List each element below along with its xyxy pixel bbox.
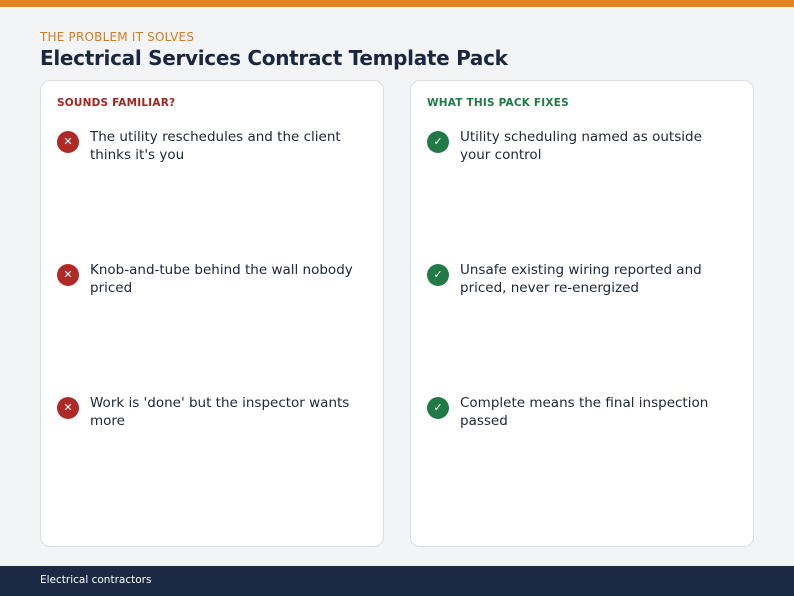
problems-heading: SOUNDS FAMILIAR? — [57, 97, 176, 109]
problems-card — [40, 80, 384, 547]
x-icon: ✕ — [57, 264, 79, 286]
fix-text: Unsafe existing wiring reported and priced, never re-energized — [460, 262, 702, 296]
fixes-heading: WHAT THIS PACK FIXES — [427, 97, 569, 109]
problem-text: The utility reschedules and the client thinks it's you — [90, 129, 341, 163]
footer-text: Electrical contractors — [40, 574, 152, 586]
top-accent-bar — [0, 0, 794, 7]
section-eyebrow: THE PROBLEM IT SOLVES — [40, 30, 195, 44]
problem-text: Work is 'done' but the inspector wants more — [90, 395, 350, 429]
checkmark-icon: ✓ — [427, 264, 449, 286]
x-icon: ✕ — [57, 131, 79, 153]
checkmark-icon: ✓ — [427, 397, 449, 419]
fix-text: Complete means the final inspection passed — [460, 395, 709, 429]
x-icon: ✕ — [57, 397, 79, 419]
fixes-card — [410, 80, 754, 547]
footer-bar — [0, 566, 794, 596]
checkmark-icon: ✓ — [427, 131, 449, 153]
problem-text: Knob-and-tube behind the wall nobody priced — [90, 262, 353, 296]
page-title: Electrical Services Contract Template Pack — [40, 46, 508, 70]
fix-text: Utility scheduling named as outside your control — [460, 129, 702, 163]
